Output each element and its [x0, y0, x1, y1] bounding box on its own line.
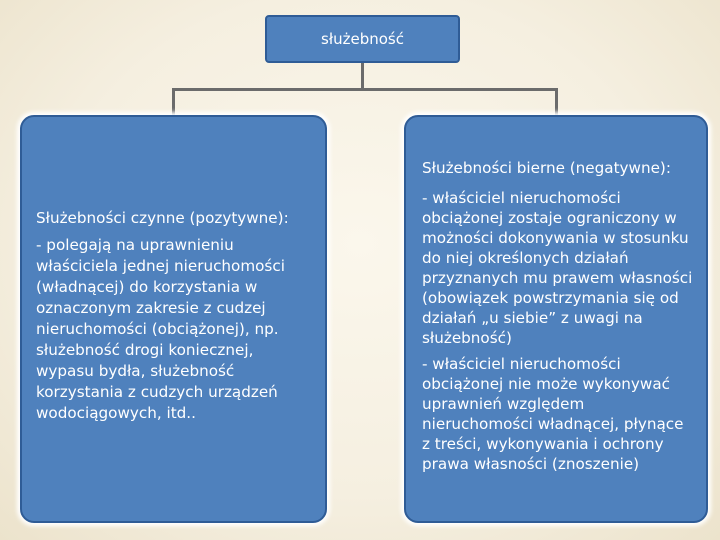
connector-root-vertical	[361, 63, 364, 90]
active-easements-heading: Służebności czynne (pozytywne):	[36, 209, 289, 227]
passive-easements-panel	[404, 115, 708, 523]
active-easements-body: - polegają na uprawnieniu właściciela jednej nieruchomości (władnącej) do korzystania w oznaczonym zakresie z cudzej nieruchomości (obciążonej), np. służebność drogi koniecznej, wypasu bydła, służebność korzystania z cudzych urządzeń wodociągowych, itd..	[36, 236, 285, 422]
connector-left-vertical	[172, 88, 175, 116]
connector-right-vertical	[555, 88, 558, 116]
passive-easements-item-2: - właściciel nieruchomości obciążonej nie może wykonywać uprawnień względem nieruchomości władnącej, płynące z treści, wykonywania i ochrony prawa własności (znoszenie)	[422, 355, 684, 473]
root-label: służebność	[321, 30, 404, 48]
connector-horizontal	[172, 88, 557, 91]
active-easements-panel	[20, 115, 327, 523]
root-node	[265, 15, 460, 63]
passive-easements-heading: Służebności bierne (negatywne):	[422, 159, 671, 177]
passive-easements-item-1: - właściciel nieruchomości obciążonej zostaje ograniczony w możności dokonywania w stosunku do niej określonych działań przyznanych mu prawem własności (obowiązek powstrzymania się od działań „u siebie” z uwagi na służebność)	[422, 189, 693, 347]
